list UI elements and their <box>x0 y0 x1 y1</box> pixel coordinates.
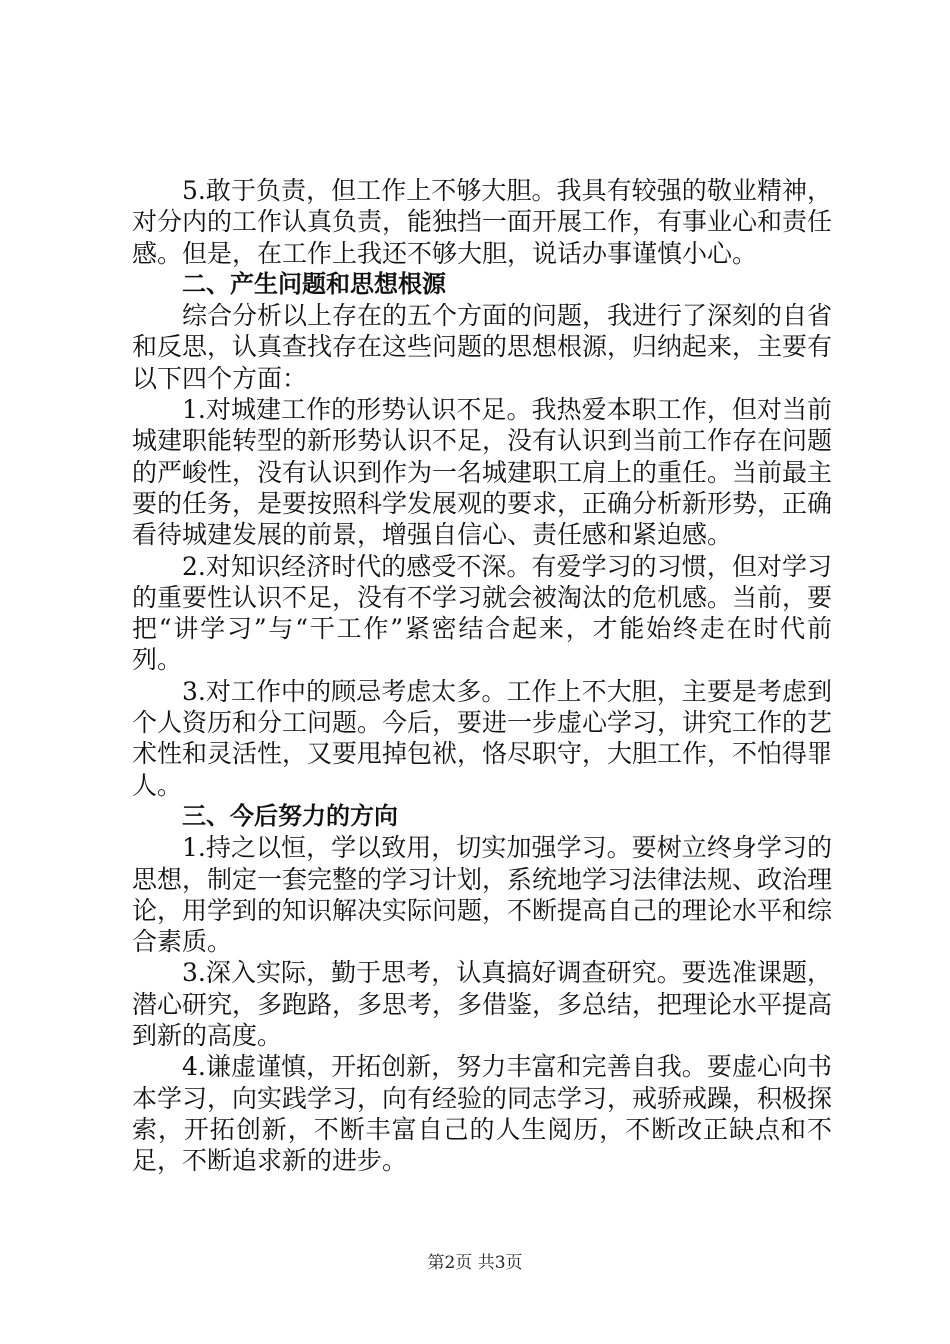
section-heading-future-direction: 三、今后努力的方向 <box>182 801 398 830</box>
paragraph-direction-4: 4.谦虚谨慎，开拓创新，努力丰富和完善自我。要虚心向书本学习，向实践学习，向有经验的同志学习，戒骄戒躁，积极探索，开拓创新，不断丰富自己的人生阅历，不断改正缺点和不足，不断追求新的进步。 <box>132 1052 833 1176</box>
paragraph-direction-1: 1.持之以恒，学以致用，切实加强学习。要树立终身学习的思想，制定一套完整的学习计划，系统地学习法律法规、政治理论，用学到的知识解决实际问题，不断提高自己的理论水平和综合素质。 <box>132 833 833 957</box>
paragraph-cause-3: 3.对工作中的顾忌考虑太多。工作上不大胆，主要是考虑到个人资历和分工问题。今后，要进一步虚心学习，讲究工作的艺术性和灵活性，又要甩掉包袱，恪尽职守，大胆工作，不怕得罪人。 <box>132 676 833 800</box>
paragraph-direction-3: 3.深入实际，勤于思考，认真搞好调查研究。要选准课题，潜心研究，多跑路，多思考，多借鉴，多总结，把理论水平提高到新的高度。 <box>132 958 833 1051</box>
page-number-footer: 第2页 共3页 <box>427 1253 523 1273</box>
paragraph-analysis-intro: 综合分析以上存在的五个方面的问题，我进行了深刻的自省和反思，认真查找存在这些问题的思想根源，归纳起来，主要有以下四个方面： <box>132 301 833 393</box>
paragraph-cause-1: 1.对城建工作的形势认识不足。我热爱本职工作，但对当前城建职能转型的新形势认识不足，没有认识到当前工作存在问题的严峻性，没有认识到作为一名城建职工肩上的重任。当前最主要的任务，是要按照科学发展观的要求，正确分析新形势，正确看待城建发展的前景，增强自信心、责任感和紧迫感。 <box>132 395 833 550</box>
paragraph-responsibility: 5.敢于负责，但工作上不够大胆。我具有较强的敬业精神，对分内的工作认真负责，能独挡一面开展工作，有事业心和责任感。但是，在工作上我还不够大胆，说话办事谨慎小心。 <box>132 176 833 268</box>
section-heading-root-causes: 二、产生问题和思想根源 <box>182 269 446 298</box>
paragraph-cause-2: 2.对知识经济时代的感受不深。有爱学习的习惯，但对学习的重要性认识不足，没有不学习就会被淘汰的危机感。当前，要把“讲学习”与“干工作”紧密结合起来，才能始终走在时代前列。 <box>132 551 833 675</box>
document-body <box>132 175 832 1177</box>
